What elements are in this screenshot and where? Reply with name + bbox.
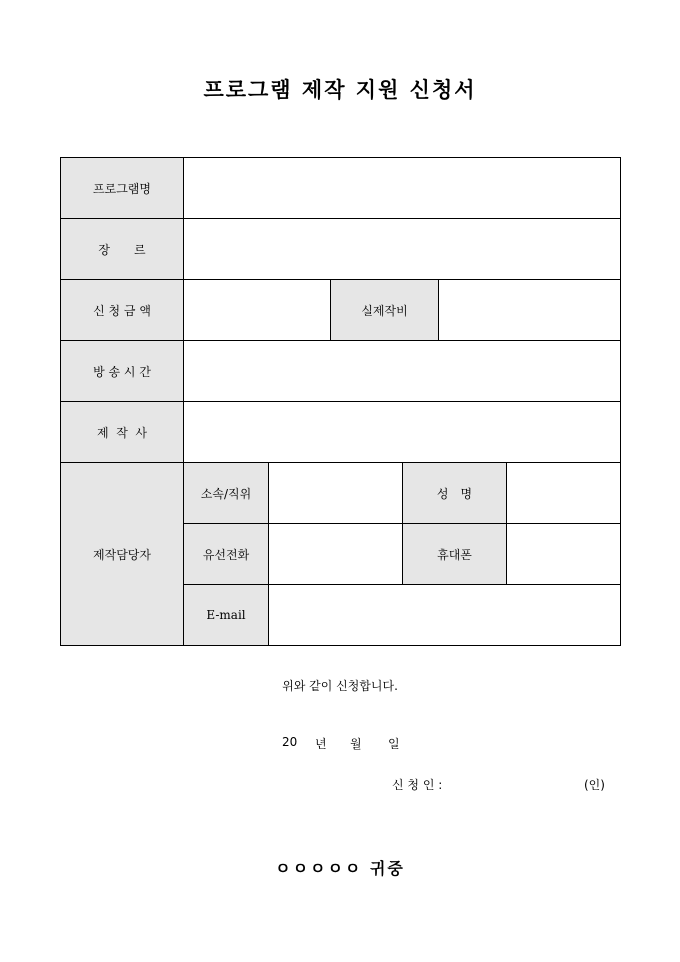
row-producer <box>61 402 621 463</box>
phone-field[interactable] <box>269 524 403 585</box>
date-year-unit: 년 <box>315 737 327 751</box>
seal-label: (인) <box>584 778 605 792</box>
email-label: E-mail <box>184 585 269 646</box>
statement-text: 위와 같이 신청합니다. <box>282 679 398 693</box>
document-title: 프로그램 제작 지원 신청서 <box>203 77 477 102</box>
email-field[interactable] <box>269 585 621 646</box>
row-genre <box>61 219 621 280</box>
requested-amount-label: 신 청 금 액 <box>61 280 184 341</box>
contact-person-label: 제작담당자 <box>61 463 184 646</box>
producer-field[interactable] <box>184 402 621 463</box>
row-amount <box>61 280 621 341</box>
affiliation-field[interactable] <box>269 463 403 524</box>
producer-label: 제 작 사 <box>61 402 184 463</box>
phone-label: 유선전화 <box>184 524 269 585</box>
affiliation-label: 소속/직위 <box>184 463 269 524</box>
name-label: 성 명 <box>403 463 507 524</box>
mobile-field[interactable] <box>507 524 621 585</box>
date-day-unit: 일 <box>388 737 400 751</box>
air-time-field[interactable] <box>184 341 621 402</box>
applicant-label: 신 청 인 : <box>392 778 443 792</box>
program-name-label: 프로그램명 <box>61 158 184 219</box>
row-air-time <box>61 341 621 402</box>
mobile-label: 휴대폰 <box>403 524 507 585</box>
date-month-unit: 월 <box>350 737 362 751</box>
actual-cost-label: 실제작비 <box>331 280 439 341</box>
row-contact-affiliation <box>61 463 621 524</box>
recipient-line: ㅇㅇㅇㅇㅇ 귀중 <box>275 859 405 878</box>
genre-field[interactable] <box>184 219 621 280</box>
application-form-table <box>60 157 621 646</box>
genre-label: 장 르 <box>61 219 184 280</box>
row-program-name <box>61 158 621 219</box>
program-name-field[interactable] <box>184 158 621 219</box>
requested-amount-field[interactable] <box>184 280 331 341</box>
actual-cost-field[interactable] <box>439 280 621 341</box>
name-field[interactable] <box>507 463 621 524</box>
date-year-prefix: 20 <box>282 735 298 749</box>
air-time-label: 방 송 시 간 <box>61 341 184 402</box>
